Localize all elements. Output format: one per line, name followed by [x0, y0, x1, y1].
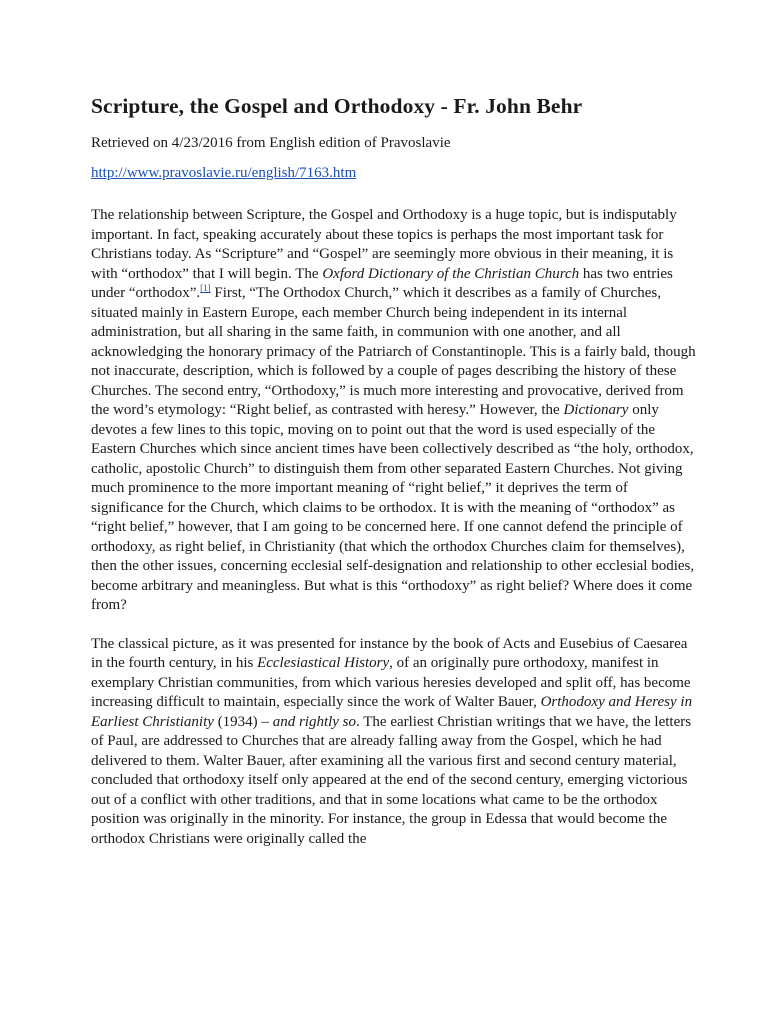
footnote-ref [200, 283, 211, 293]
dictionary-title: Oxford Dictionary of the Christian Church [322, 265, 580, 282]
paragraph-2-text-b: , of an originally pure orthodoxy, manifest in exemplary Christian communities, from which various heresies developed and split off, has become increasing difficult to maintain, especially since the work of Walter Bauer, [91, 655, 691, 710]
paragraph-1-text-a: The relationship between Scripture, the Gospel and Orthodoxy is a huge topic, but is indisputably important. In fact, speaking accurately about these topics is perhaps the most important task for Christians today. As “Scripture” and “Gospel” are seemingly more obvious in their meaning, it is with “orthodox” that I will begin. The [91, 207, 677, 282]
footnote-link[interactable]: [1] [200, 283, 211, 293]
document-title: Scripture, the Gospel and Orthodoxy - Fr. John Behr [91, 94, 583, 118]
paragraph-2-text-a: The classical picture, as it was presented for instance by the book of Acts and Eusebius of Caesarea in the fourth century, in his [91, 635, 688, 671]
paragraph-2-text-d: . The earliest Christian writings that we have, the letters of Paul, are addressed to Churches that are already falling away from the Gospel, which he had delivered to them. Walter Bauer, after examining all the various first and second century material, concluded that orthodoxy itself only appeared at the end of the second century, emerging victorious out of a conflict with other traditions, and that in some locations what came to be the orthodox position was originally in the minority. For instance, the group in Edessa that would become the orthodox Christians were originally called the [91, 713, 692, 847]
paragraph-1-text-c: First, “The Orthodox Church,” which it describes as a family of Churches, situated mainly in Eastern Europe, each member Church being independent in its internal administration, but all sharing in the same faith, in communion with one another, and all acknowledging the honorary primacy of the Patriarch of Constantinople. This is a fairly bald, though not inaccurate, description, which is followed by a couple of pages describing the history of these Churches. The second entry, “Orthodoxy,” is much more interesting and provocative, derived from the word’s etymology: “Right belief, as contrasted with heresy.” However, the [91, 285, 696, 418]
paragraph-1 [91, 206, 698, 616]
bauer-book-title: Orthodoxy and Heresy in Earliest Christianity [91, 694, 693, 730]
ecclesiastical-history-title: Ecclesiastical History [257, 655, 390, 671]
rightly-so-phrase: and rightly so [272, 713, 357, 730]
paragraph-1-text-b: has two entries under “orthodox”. [91, 265, 673, 301]
paragraph-1-text-d: only devotes a few lines to this topic, moving on to point out that the word is used especially of the Eastern Churches which since ancient times have been collectively described as “the holy, orthodox, catholic, apostolic Church” to distinguish them from other separated Eastern Churches. Not giving much prominence to the more important meaning of “right belief,” it deprives the term of significance for the Church, which claims to be orthodox. It is with the meaning of “orthodox” as “right belief,” however, that I am going to be concerned here. If one cannot defend the principle of orthodoxy, as right belief, in Christianity (that which the orthodox Churches claim for themselves), then the other issues, concerning ecclesial self-designation and relationship to other ecclesial bodies, become arbitrary and meaningless. But what is this “orthodoxy” as right belief? Where does it come from? [91, 402, 695, 613]
source-link-line [91, 163, 698, 183]
paragraph-2 [91, 635, 698, 850]
retrieved-note: Retrieved on 4/23/2016 from English edition of Pravoslavie [91, 135, 451, 151]
dictionary-short-title: Dictionary [563, 402, 629, 418]
source-link[interactable]: http://www.pravoslavie.ru/english/7163.htm [91, 165, 357, 181]
paragraph-2-text-c: (1934) – [213, 713, 273, 730]
